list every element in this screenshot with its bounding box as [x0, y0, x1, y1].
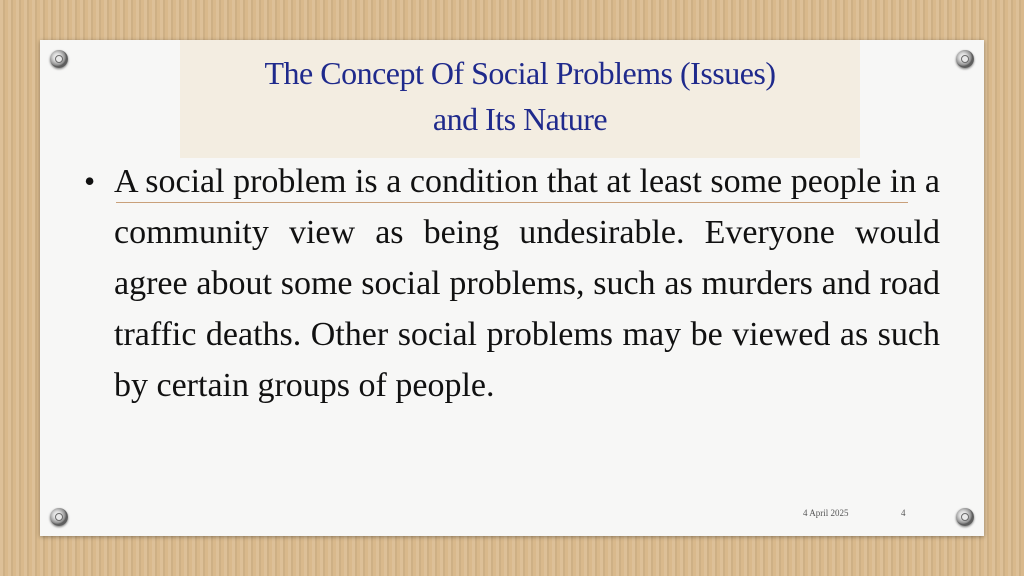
slide-board: [40, 40, 984, 536]
title-line-2: and Its Nature: [432, 101, 608, 137]
bullet-marker: •: [84, 163, 96, 199]
pushpin-icon: [50, 508, 68, 526]
title-line-1: The Concept Of Social Problems (Issues): [264, 55, 776, 91]
slide-body-text: A social problem is a condition that at least some people in a community view as being undesirable. Everyone would agree about some social problems, such as murders and road traffic deaths. Other social problems may be viewed as such by certain groups of people.: [114, 163, 940, 404]
page-number: 4: [901, 508, 906, 518]
slide-title: [180, 50, 860, 142]
pushpin-icon: [956, 508, 974, 526]
pushpin-icon: [50, 50, 68, 68]
footer-date: 4 April 2025: [803, 508, 849, 518]
pushpin-icon: [956, 50, 974, 68]
